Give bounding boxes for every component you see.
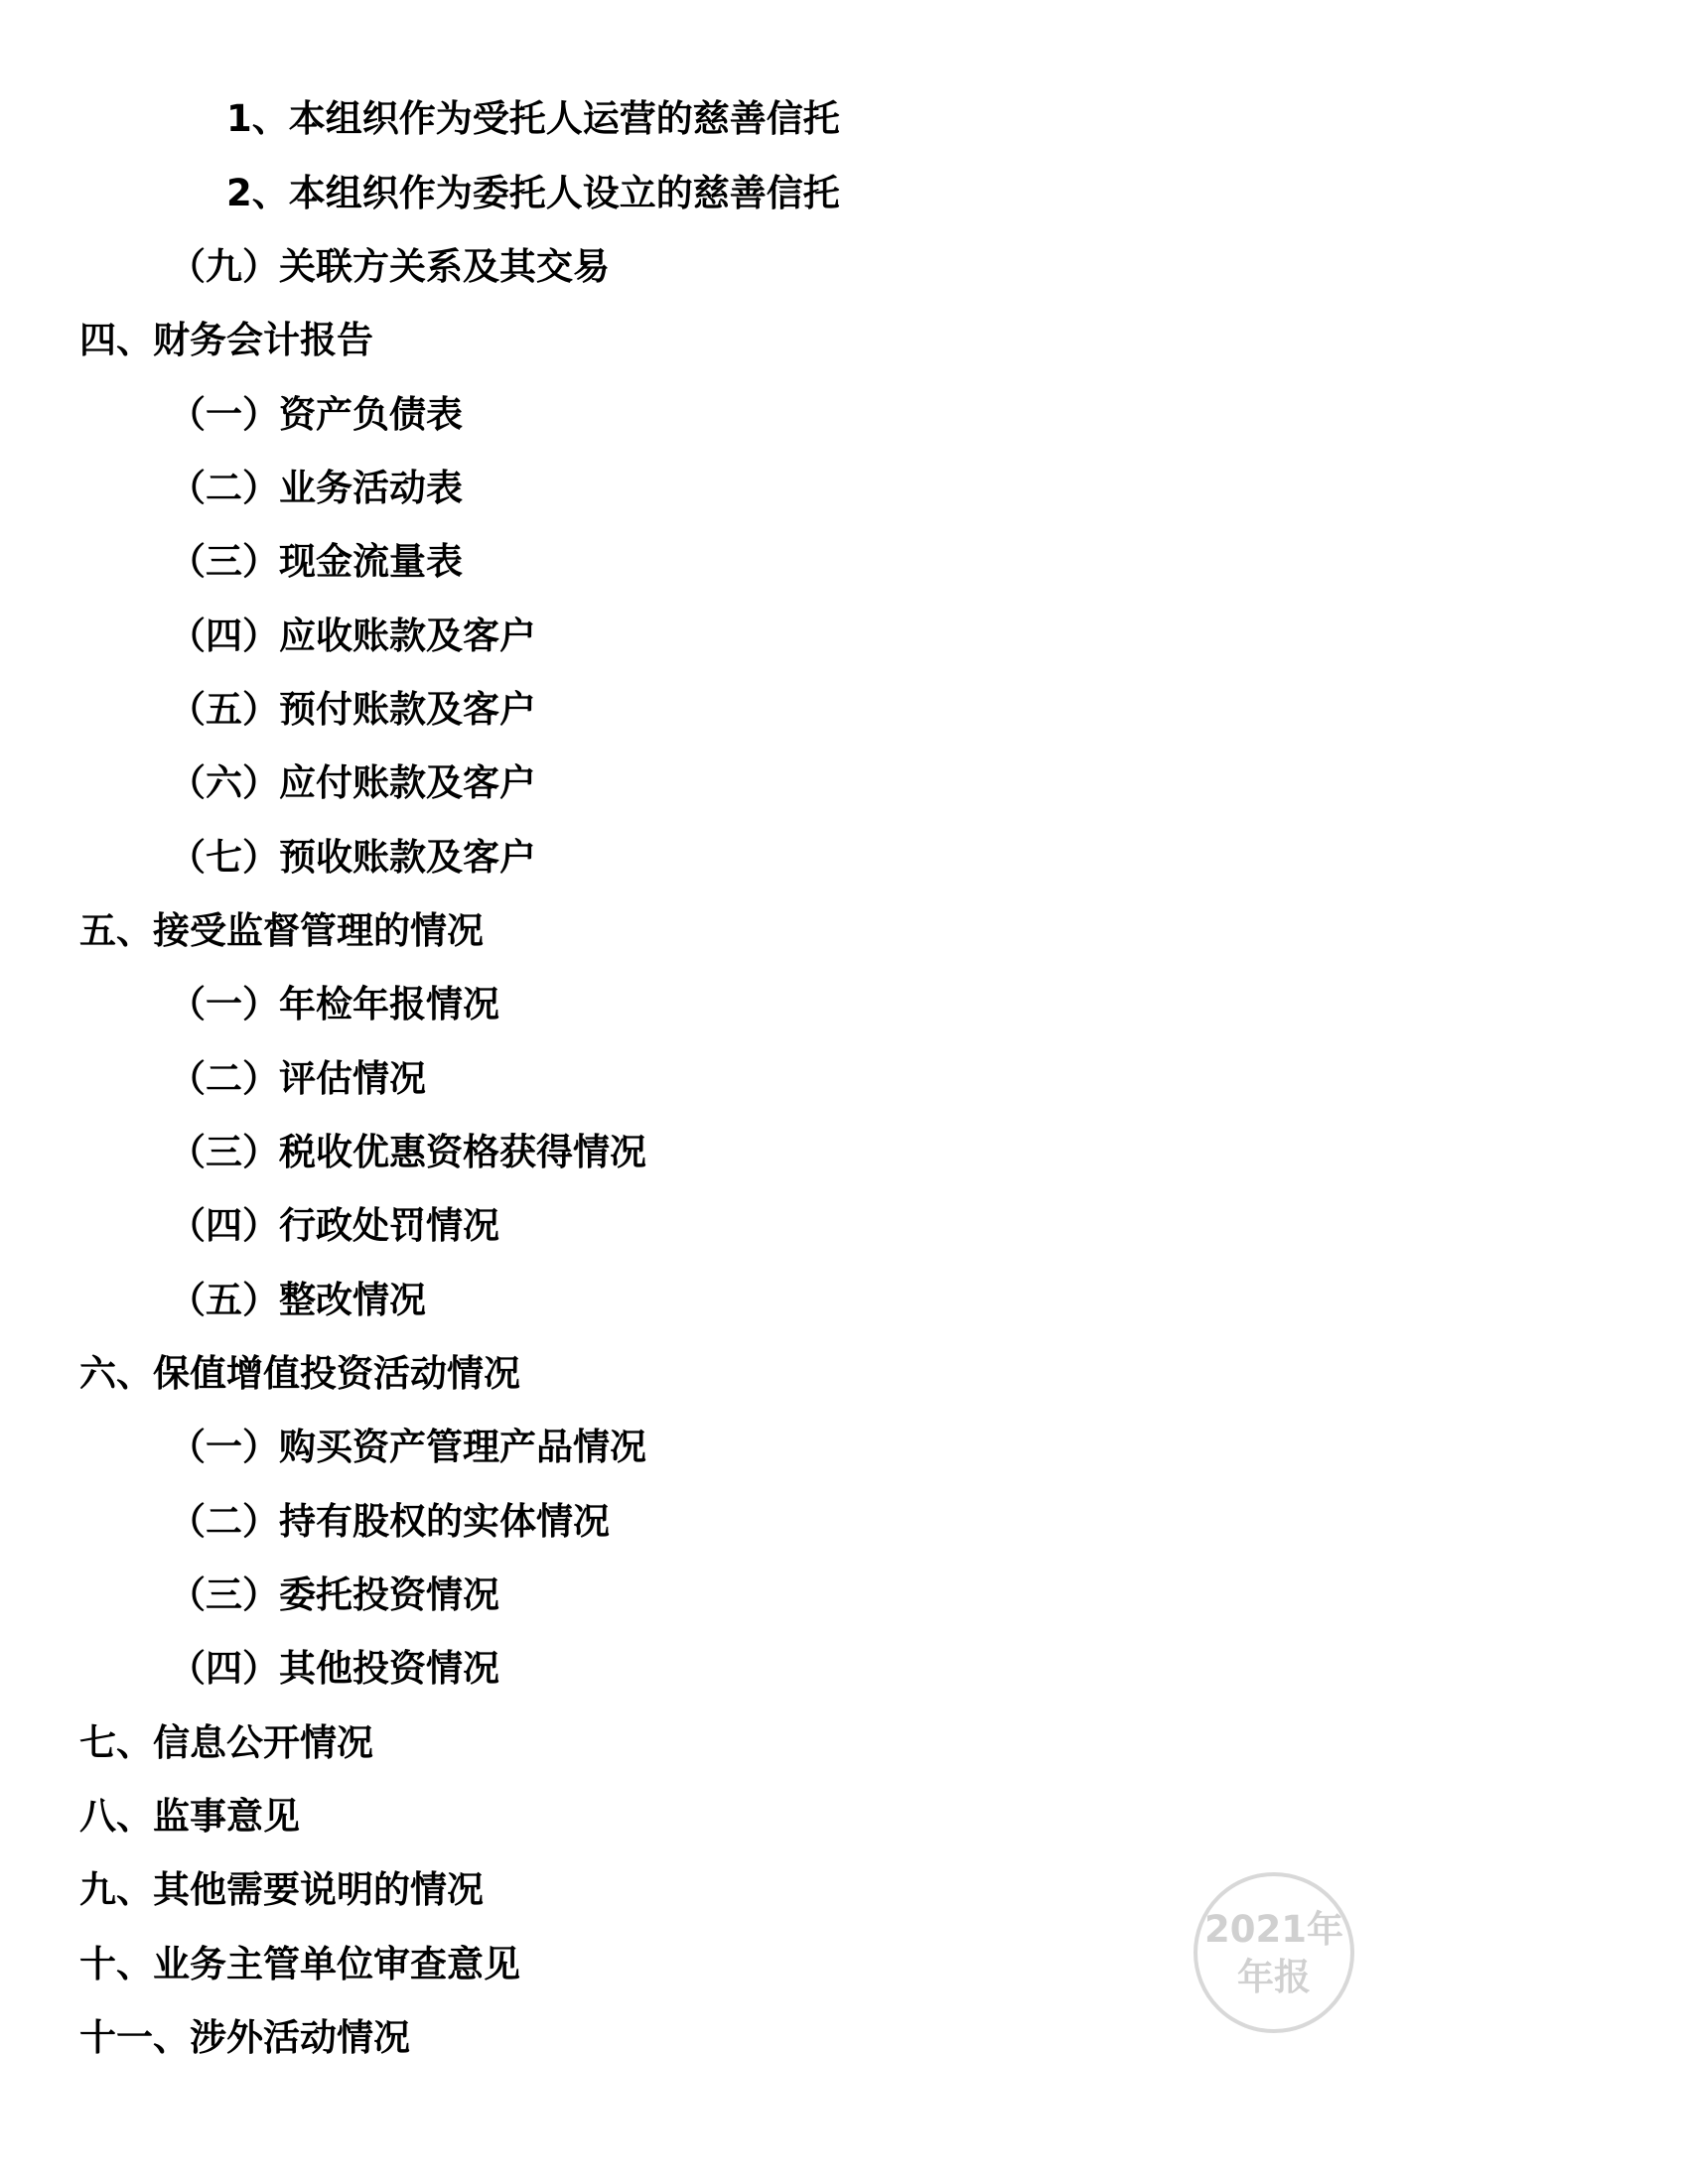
- toc-item: （一）购买资产管理产品情况: [169, 1426, 646, 1468]
- toc-item: （六）应付账款及客户: [169, 761, 536, 804]
- toc-item: （四）应收账款及客户: [169, 614, 536, 657]
- toc-item: （九）关联方关系及其交易: [169, 245, 610, 288]
- toc-section-heading: 六、保值增值投资活动情况: [79, 1352, 520, 1395]
- toc-item: （三）现金流量表: [169, 540, 463, 583]
- toc-item: 2、本组织作为委托人设立的慈善信托: [226, 172, 840, 214]
- toc-section-heading: 八、监事意见: [79, 1795, 300, 1838]
- toc-item: （五）预付账款及客户: [169, 688, 536, 731]
- stamp-label-text: 年报: [1237, 1956, 1311, 1998]
- toc-item: （三）税收优惠资格获得情况: [169, 1131, 646, 1173]
- toc-item: （三）委托投资情况: [169, 1573, 499, 1616]
- toc-item: （一）资产负债表: [169, 393, 463, 436]
- toc-section-heading: 九、其他需要说明的情况: [79, 1868, 484, 1911]
- toc-section-heading: 十、业务主管单位审查意见: [79, 1943, 520, 1985]
- stamp-year-text: 2021年: [1204, 1908, 1343, 1951]
- toc-item: （四）其他投资情况: [169, 1647, 499, 1690]
- annual-report-watermark-stamp: [1194, 1872, 1354, 2033]
- toc-item: （四）行政处罚情况: [169, 1204, 499, 1247]
- toc-item: （五）整改情况: [169, 1279, 426, 1321]
- toc-section-heading: 七、信息公开情况: [79, 1721, 373, 1764]
- toc-item: （二）业务活动表: [169, 467, 463, 509]
- toc-section-heading: 五、接受监督管理的情况: [79, 909, 484, 952]
- toc-section-heading: 四、财务会计报告: [79, 319, 373, 361]
- toc-item: 1、本组织作为受托人运营的慈善信托: [226, 97, 840, 140]
- toc-item: （一）年检年报情况: [169, 983, 499, 1025]
- toc-item: （二）持有股权的实体情况: [169, 1500, 610, 1543]
- toc-item: （七）预收账款及客户: [169, 836, 536, 879]
- toc-item: （二）评估情况: [169, 1057, 426, 1100]
- toc-section-heading: 十一、涉外活动情况: [79, 2016, 410, 2059]
